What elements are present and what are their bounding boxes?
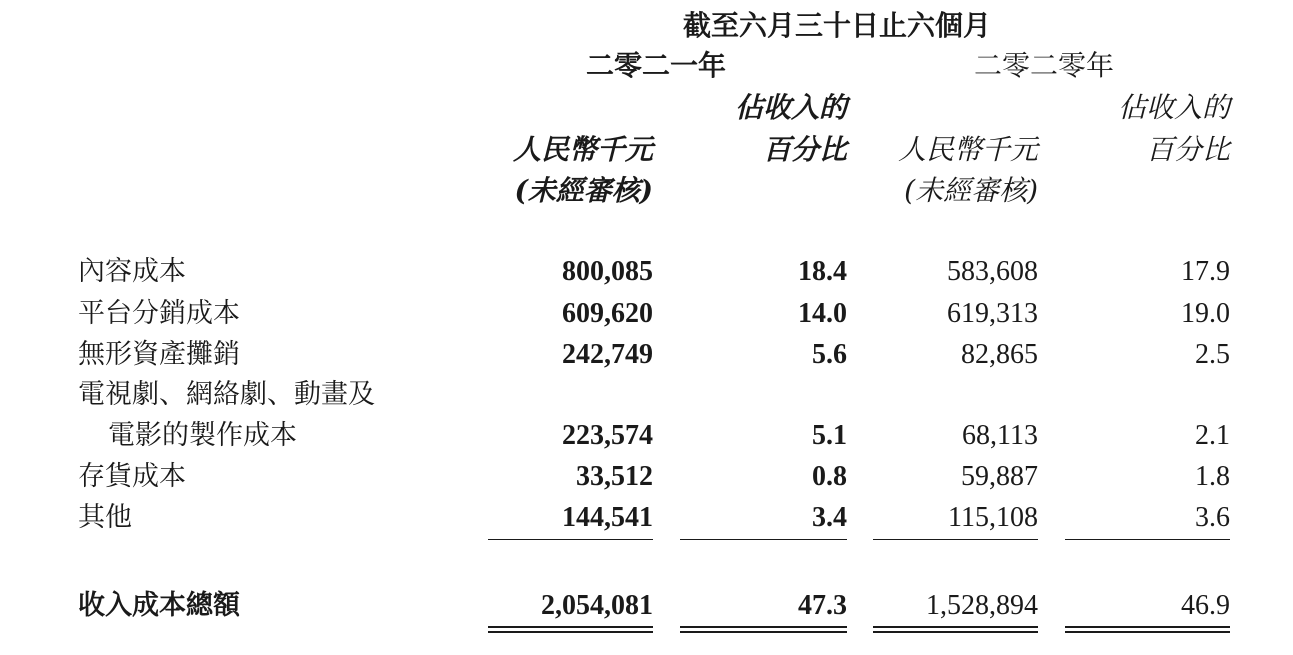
row-label-continued: 電影的製作成本 xyxy=(108,420,297,451)
total-double-rule-2020-amount xyxy=(873,626,1038,633)
total-percent-2020: 46.9 xyxy=(1181,590,1230,621)
total-double-rule-2021-percent xyxy=(680,626,847,633)
amount-2020: 583,608 xyxy=(947,256,1038,287)
subtotal-rule-2020-percent xyxy=(1065,539,1230,540)
total-double-rule-2021-amount xyxy=(488,626,653,633)
rmb-2021-header: 人民幣千元 xyxy=(512,133,653,166)
total-percent-2021: 47.3 xyxy=(798,590,847,621)
percent-2020: 19.0 xyxy=(1181,298,1230,329)
subtotal-rule-2021-percent xyxy=(680,539,847,540)
rmb-2020-header: 人民幣千元 xyxy=(897,133,1038,166)
total-amount-2021: 2,054,081 xyxy=(541,590,653,621)
amount-2021: 800,085 xyxy=(562,256,653,287)
percent-2021: 18.4 xyxy=(798,256,847,287)
year-2020-header: 二零二零年 xyxy=(974,49,1115,82)
percent-2021: 3.4 xyxy=(812,502,847,533)
total-amount-2020: 1,528,894 xyxy=(926,590,1038,621)
amount-2021: 242,749 xyxy=(562,339,653,370)
subtotal-rule-2020-amount xyxy=(873,539,1038,540)
percent-2020: 2.1 xyxy=(1195,420,1230,451)
period-header: 截至六月三十日止六個月 xyxy=(683,9,992,42)
unaudited-2020: (未經審核) xyxy=(904,174,1038,207)
amount-2020: 619,313 xyxy=(947,298,1038,329)
amount-2020: 115,108 xyxy=(948,502,1038,533)
unaudited-2021: (未經審核) xyxy=(514,174,653,207)
percent-2020: 2.5 xyxy=(1195,339,1230,370)
amount-2020: 59,887 xyxy=(961,461,1038,492)
total-label: 收入成本總額 xyxy=(78,590,240,621)
percent-2021: 5.1 xyxy=(812,420,847,451)
row-label: 無形資產攤銷 xyxy=(78,339,240,370)
subtotal-rule-2021-amount xyxy=(488,539,653,540)
pct-2021-line1: 佔收入的 xyxy=(734,91,847,124)
pct-2020-line2: 百分比 xyxy=(1145,133,1230,166)
row-label: 其他 xyxy=(78,502,132,533)
amount-2021: 33,512 xyxy=(576,461,653,492)
percent-2020: 17.9 xyxy=(1181,256,1230,287)
pct-2021-line2: 百分比 xyxy=(762,133,847,166)
row-label: 存貨成本 xyxy=(78,461,186,492)
row-label: 電視劇、網絡劇、動畫及 xyxy=(78,379,375,410)
pct-2020-line1: 佔收入的 xyxy=(1117,91,1230,124)
percent-2020: 3.6 xyxy=(1195,502,1230,533)
row-label: 平台分銷成本 xyxy=(78,298,240,329)
total-double-rule-2020-percent xyxy=(1065,626,1230,633)
amount-2021: 609,620 xyxy=(562,298,653,329)
year-2021-header: 二零二一年 xyxy=(586,49,727,82)
percent-2020: 1.8 xyxy=(1195,461,1230,492)
row-label: 內容成本 xyxy=(78,256,186,287)
amount-2020: 82,865 xyxy=(961,339,1038,370)
amount-2021: 144,541 xyxy=(562,502,653,533)
amount-2021: 223,574 xyxy=(562,420,653,451)
percent-2021: 14.0 xyxy=(798,298,847,329)
amount-2020: 68,113 xyxy=(962,420,1038,451)
percent-2021: 0.8 xyxy=(812,461,847,492)
percent-2021: 5.6 xyxy=(812,339,847,370)
